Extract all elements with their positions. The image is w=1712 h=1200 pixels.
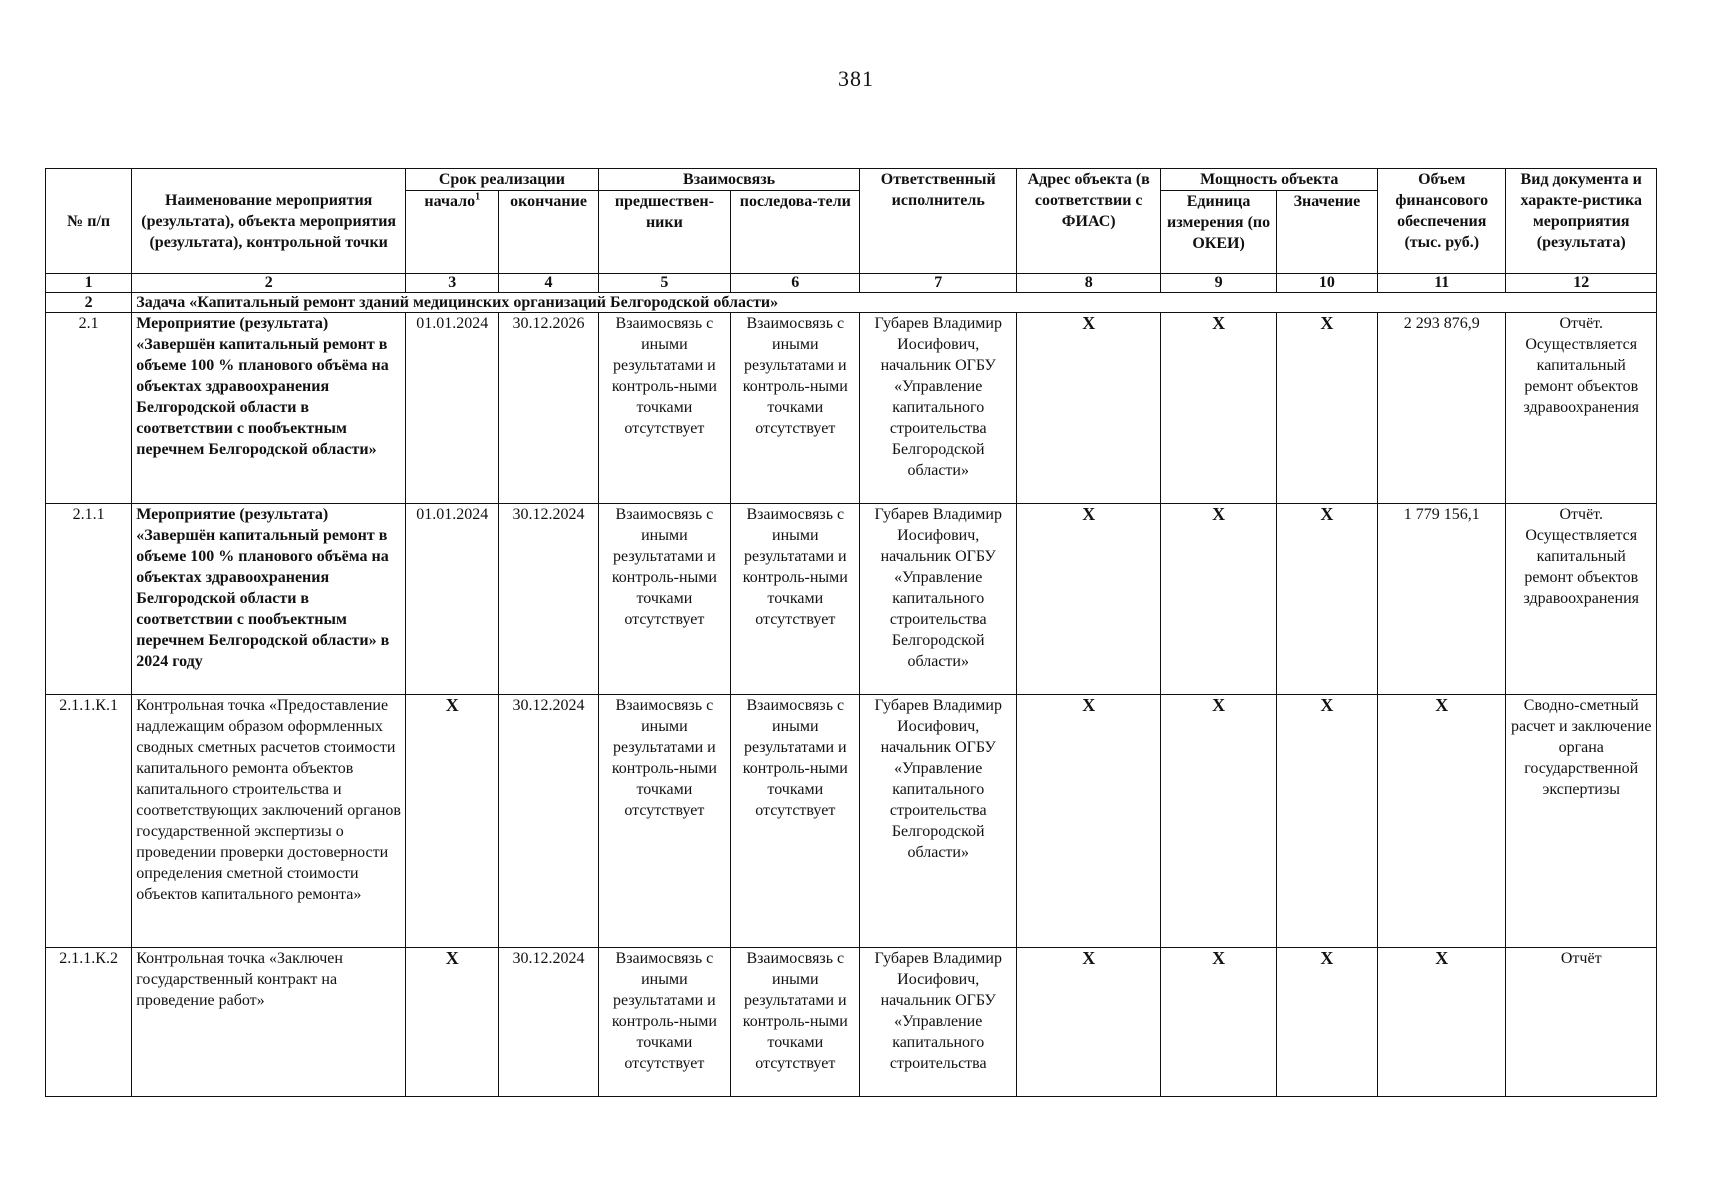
row-name: Контрольная точка «Заключен государственный контракт на проведение работ» — [132, 948, 406, 1097]
footnote-mark: 1 — [475, 191, 481, 203]
row-unit: X — [1161, 313, 1276, 504]
row-document: Сводно-сметный расчет и заключение органа государственной экспертизы — [1506, 695, 1657, 948]
row-successors: Взаимосвязь с иными результатами и контроль-ными точками отсутствует — [731, 313, 860, 504]
row-start-date: X — [406, 695, 499, 948]
task-number: 2 — [46, 293, 132, 313]
row-end-date: 30.12.2024 — [499, 948, 598, 1097]
row-start-date: 01.01.2024 — [406, 313, 499, 504]
header-predecessors: предшествен-ники — [598, 191, 730, 274]
row-finance: X — [1378, 695, 1506, 948]
header-start-label: начало — [424, 193, 476, 210]
row-document: Отчёт. Осуществляется капитальный ремонт объектов здравоохранения — [1506, 504, 1657, 695]
column-number: 6 — [731, 274, 860, 293]
row-predecessors: Взаимосвязь с иными результатами и контроль-ными точками отсутствует — [598, 504, 730, 695]
column-number: 12 — [1506, 274, 1657, 293]
row-name: Мероприятие (результата) «Завершён капитальный ремонт в объеме 100 % планового объёма на объектах здравоохранения Белгородской области в соответствии с пообъектным перечнем Белгородской области» в 2024 году — [132, 504, 406, 695]
row-finance: 1 779 156,1 — [1378, 504, 1506, 695]
row-successors: Взаимосвязь с иными результатами и контроль-ными точками отсутствует — [731, 504, 860, 695]
header-period: Срок реализации — [406, 169, 599, 191]
row-successors: Взаимосвязь с иными результатами и контроль-ными точками отсутствует — [731, 695, 860, 948]
header-power: Мощность объекта — [1161, 169, 1378, 191]
column-number: 10 — [1276, 274, 1377, 293]
row-start-date: 01.01.2024 — [406, 504, 499, 695]
row-unit: X — [1161, 695, 1276, 948]
header-successors: последова-тели — [731, 191, 860, 274]
column-numbers-row — [46, 274, 1657, 293]
row-address: X — [1016, 695, 1160, 948]
column-number: 5 — [598, 274, 730, 293]
table-row — [46, 313, 1657, 504]
header-name: Наименование мероприятия (результата), объекта мероприятия (результата), контрольной точки — [132, 169, 406, 274]
table-header — [46, 169, 1657, 293]
row-name: Контрольная точка «Предоставление надлежащим образом оформленных сводных сметных расчетов стоимости капитального ремонта объектов капитального строительства и соответствующих заключений органов государственной экспертизы о проведении проверки достоверности определения сметной стоимости объектов капитального ремонта» — [132, 695, 406, 948]
header-responsible: Ответственный исполнитель — [860, 169, 1016, 274]
column-number: 8 — [1016, 274, 1160, 293]
row-end-date: 30.12.2026 — [499, 313, 598, 504]
task-row — [46, 293, 1657, 313]
column-number: 9 — [1161, 274, 1276, 293]
header-value: Значение — [1276, 191, 1377, 274]
row-number: 2.1.1.К.2 — [46, 948, 132, 1097]
row-name: Мероприятие (результата) «Завершён капитальный ремонт в объеме 100 % планового объёма на объектах здравоохранения Белгородской области в соответствии с пообъектным перечнем Белгородской области» — [132, 313, 406, 504]
plan-table — [45, 168, 1657, 1097]
row-address: X — [1016, 313, 1160, 504]
column-number: 11 — [1378, 274, 1506, 293]
row-number: 2.1.1.К.1 — [46, 695, 132, 948]
header-start — [406, 191, 499, 274]
row-responsible: Губарев Владимир Иосифович, начальник ОГБУ «Управление капитального строительства Белгородской области» — [860, 313, 1016, 504]
table-row — [46, 504, 1657, 695]
row-responsible: Губарев Владимир Иосифович, начальник ОГБУ «Управление капитального строительства Белгородской области» — [860, 504, 1016, 695]
row-predecessors: Взаимосвязь с иными результатами и контроль-ными точками отсутствует — [598, 695, 730, 948]
row-start-date: X — [406, 948, 499, 1097]
header-document: Вид документа и характе-ристика мероприятия (результата) — [1506, 169, 1657, 274]
column-number: 1 — [46, 274, 132, 293]
row-value: X — [1276, 313, 1377, 504]
row-finance: 2 293 876,9 — [1378, 313, 1506, 504]
table-row — [46, 948, 1657, 1097]
page-number: 381 — [838, 66, 874, 91]
row-responsible: Губарев Владимир Иосифович, начальник ОГБУ «Управление капитального строительства Белгородской области» — [860, 695, 1016, 948]
header-address: Адрес объекта (в соответствии с ФИАС) — [1016, 169, 1160, 274]
row-address: X — [1016, 504, 1160, 695]
column-number: 4 — [499, 274, 598, 293]
row-value: X — [1276, 948, 1377, 1097]
header-unit: Единица измерения (по ОКЕИ) — [1161, 191, 1276, 274]
row-number: 2.1.1 — [46, 504, 132, 695]
header-link: Взаимосвязь — [598, 169, 860, 191]
column-number: 7 — [860, 274, 1016, 293]
column-number: 2 — [132, 274, 406, 293]
row-value: X — [1276, 504, 1377, 695]
row-successors: Взаимосвязь с иными результатами и контроль-ными точками отсутствует — [731, 948, 860, 1097]
task-title: Задача «Капитальный ремонт зданий медицинских организаций Белгородской области» — [132, 293, 1657, 313]
row-finance: X — [1378, 948, 1506, 1097]
header-end: окончание — [499, 191, 598, 274]
table-row — [46, 695, 1657, 948]
row-unit: X — [1161, 504, 1276, 695]
row-responsible: Губарев Владимир Иосифович, начальник ОГБУ «Управление капитального строительства — [860, 948, 1016, 1097]
column-number: 3 — [406, 274, 499, 293]
row-value: X — [1276, 695, 1377, 948]
header-num: № п/п — [46, 169, 132, 274]
row-number: 2.1 — [46, 313, 132, 504]
row-predecessors: Взаимосвязь с иными результатами и контроль-ными точками отсутствует — [598, 313, 730, 504]
row-end-date: 30.12.2024 — [499, 695, 598, 948]
row-end-date: 30.12.2024 — [499, 504, 598, 695]
header-finance: Объем финансового обеспечения (тыс. руб.) — [1378, 169, 1506, 274]
row-document: Отчёт — [1506, 948, 1657, 1097]
row-predecessors: Взаимосвязь с иными результатами и контроль-ными точками отсутствует — [598, 948, 730, 1097]
row-unit: X — [1161, 948, 1276, 1097]
row-address: X — [1016, 948, 1160, 1097]
row-document: Отчёт. Осуществляется капитальный ремонт объектов здравоохранения — [1506, 313, 1657, 504]
